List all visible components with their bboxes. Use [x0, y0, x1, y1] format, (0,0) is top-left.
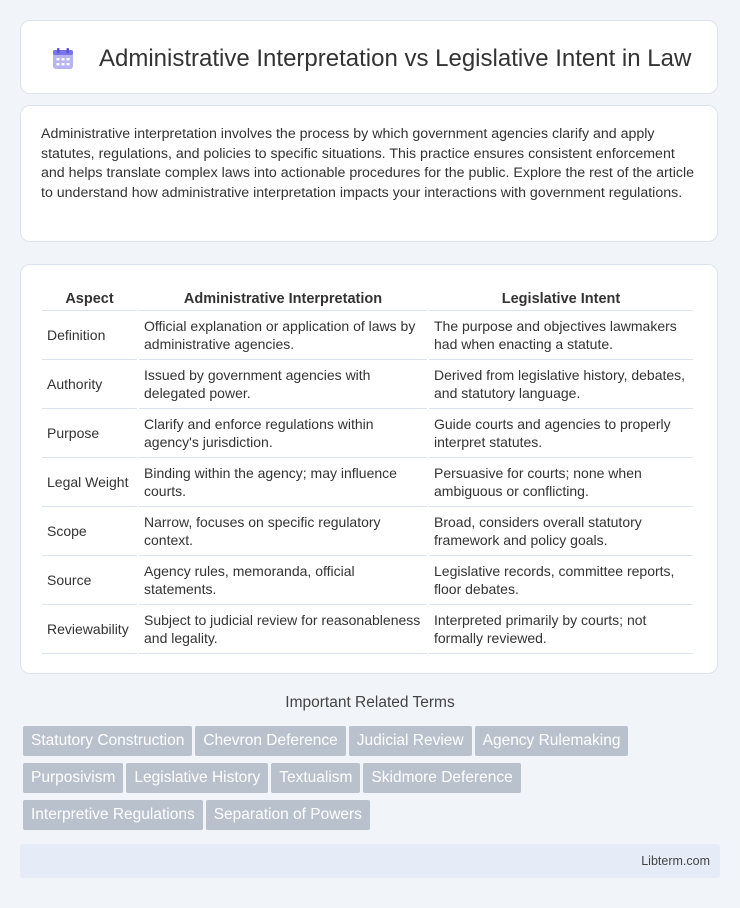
column-header-aspect: Aspect: [42, 285, 137, 311]
related-term-tag[interactable]: Purposivism: [23, 763, 123, 793]
legislative-cell: Persuasive for courts; none when ambiguous or conflicting.: [429, 458, 693, 507]
related-term-tag[interactable]: Skidmore Deference: [363, 763, 520, 793]
table-row: [42, 556, 693, 605]
legislative-cell: Guide courts and agencies to properly interpret statutes.: [429, 409, 693, 458]
administrative-cell: Binding within the agency; may influence courts.: [139, 458, 427, 507]
related-terms-title: Important Related Terms: [285, 694, 455, 711]
column-header-administrative: Administrative Interpretation: [139, 285, 427, 311]
related-term-tag[interactable]: Interpretive Regulations: [23, 800, 203, 830]
intro-text: Administrative interpretation involves the process by which government agencies clarify and apply statutes, regulations, and policies to specific situations. This practice ensures consistent enforcement and helps translate complex laws into actionable procedures for the public. Explore the rest of the article to understand how administrative interpretation impacts your interactions with government regulations.: [41, 126, 694, 201]
legislative-cell: Legislative records, committee reports, floor debates.: [429, 556, 693, 605]
table-row: [42, 360, 693, 409]
column-header-legislative: Legislative Intent: [429, 285, 693, 311]
footer: [20, 844, 720, 878]
table-row: [42, 605, 693, 654]
comparison-card: [20, 264, 718, 674]
administrative-cell: Official explanation or application of laws by administrative agencies.: [139, 311, 427, 360]
administrative-cell: Clarify and enforce regulations within agency's jurisdiction.: [139, 409, 427, 458]
related-term-tag[interactable]: Statutory Construction: [23, 726, 192, 756]
administrative-cell: Issued by government agencies with delegated power.: [139, 360, 427, 409]
table-row: [42, 507, 693, 556]
table-header-row: [42, 285, 693, 311]
aspect-cell: Source: [42, 556, 137, 605]
aspect-cell: Purpose: [42, 409, 137, 458]
comparison-table: [40, 285, 695, 654]
aspect-cell: Scope: [42, 507, 137, 556]
aspect-cell: Definition: [42, 311, 137, 360]
legislative-cell: Broad, considers overall statutory framework and policy goals.: [429, 507, 693, 556]
header-card: [20, 20, 718, 94]
related-term-tag[interactable]: Agency Rulemaking: [475, 726, 629, 756]
intro-card: [20, 105, 718, 242]
aspect-cell: Authority: [42, 360, 137, 409]
table-row: [42, 458, 693, 507]
related-terms-list: [23, 726, 723, 837]
related-term-tag[interactable]: Legislative History: [126, 763, 268, 793]
administrative-cell: Narrow, focuses on specific regulatory context.: [139, 507, 427, 556]
legislative-cell: Derived from legislative history, debates, and statutory language.: [429, 360, 693, 409]
legislative-cell: The purpose and objectives lawmakers had when enacting a statute.: [429, 311, 693, 360]
related-term-tag[interactable]: Judicial Review: [349, 726, 472, 756]
administrative-cell: Agency rules, memoranda, official statements.: [139, 556, 427, 605]
legislative-cell: Interpreted primarily by courts; not formally reviewed.: [429, 605, 693, 654]
related-term-tag[interactable]: Textualism: [271, 763, 360, 793]
related-term-tag[interactable]: Chevron Deference: [195, 726, 345, 756]
table-row: [42, 409, 693, 458]
table-row: [42, 311, 693, 360]
aspect-cell: Legal Weight: [42, 458, 137, 507]
aspect-cell: Reviewability: [42, 605, 137, 654]
calendar-icon: [51, 47, 75, 71]
page-title: Administrative Interpretation vs Legislative Intent in Law: [99, 45, 692, 72]
related-term-tag[interactable]: Separation of Powers: [206, 800, 370, 830]
footer-brand[interactable]: Libterm.com: [641, 854, 710, 868]
administrative-cell: Subject to judicial review for reasonableness and legality.: [139, 605, 427, 654]
